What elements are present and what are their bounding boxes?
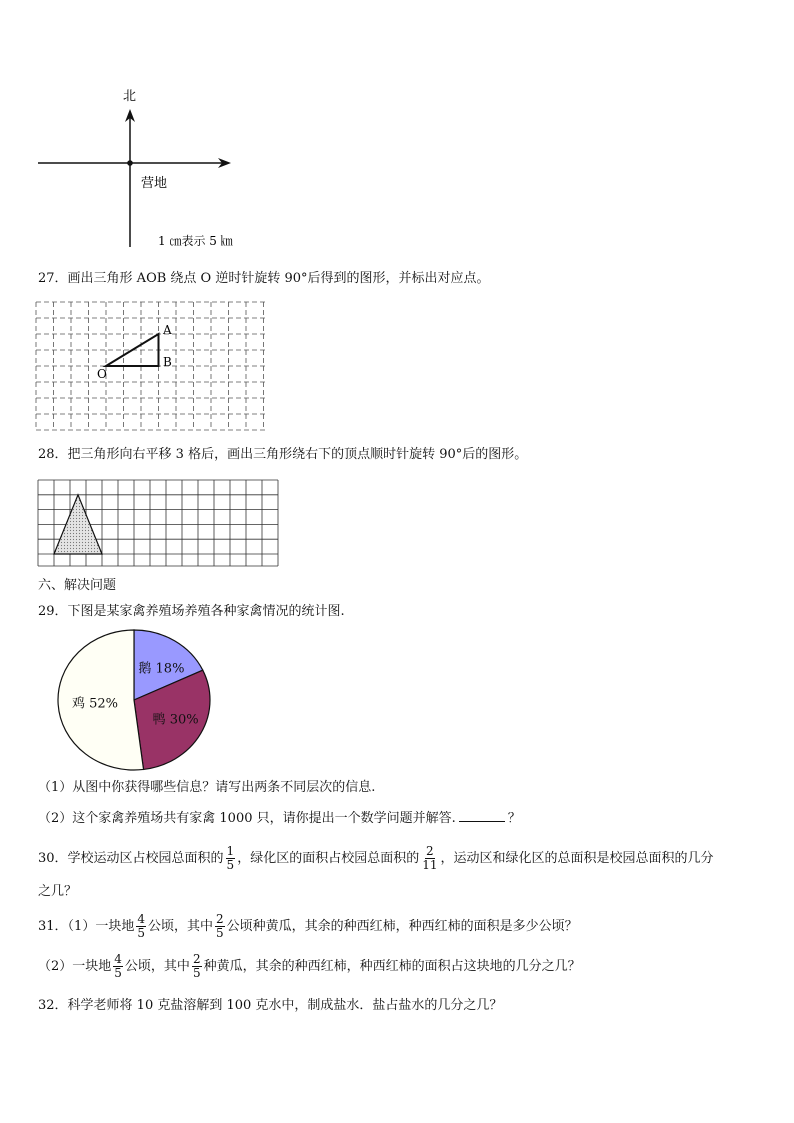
scale-label: 1 ㎝表示 5 ㎞ bbox=[158, 234, 233, 248]
fraction-2-11: $\frac{2}{11}$ bbox=[422, 844, 438, 872]
q30-part3: ，运动区和绿化区的总面积是校园总面积的几分 bbox=[440, 851, 714, 866]
q29-sub1: （1）从图中你获得哪些信息？请写出两条不同层次的信息. bbox=[38, 780, 376, 795]
q31-b2: 公顷，其中 bbox=[124, 959, 190, 974]
fraction-4-5: $\frac{4}{5}$ bbox=[137, 912, 145, 940]
q30-line1 bbox=[38, 844, 714, 874]
pie-chart bbox=[56, 628, 216, 772]
q31-a2: 公顷，其中 bbox=[147, 919, 213, 934]
q28-grid-figure bbox=[36, 478, 280, 568]
fraction-4-5-b: $\frac{4}{5}$ bbox=[114, 952, 122, 980]
q32-text: 32．科学老师将 10 克盐溶解到 100 克水中，制成盐水．盐占盐水的几分之几？ bbox=[38, 998, 503, 1013]
q28-text: 28．把三角形向右平移 3 格后，画出三角形绕右下的顶点顺时针旋转 90°后的图形。 bbox=[38, 447, 528, 462]
q31-part1 bbox=[38, 912, 578, 942]
q30-part2: ，绿化区的面积占校园总面积的 bbox=[237, 851, 420, 866]
q31-b1: （2）一块地 bbox=[38, 959, 112, 974]
fraction-2-5: $\frac{2}{5}$ bbox=[215, 912, 224, 940]
q29-text: 29．下图是某家禽养殖场养殖各种家禽情况的统计图. bbox=[38, 604, 345, 619]
q29-sub2 bbox=[38, 811, 521, 827]
camp-point bbox=[127, 160, 133, 166]
fraction-1-5: $\frac{1}{5}$ bbox=[226, 844, 235, 872]
q31-b3: 种黄瓜，其余的种西红柿，种西红柿的面积占这块地的几分之几？ bbox=[203, 959, 581, 974]
answer-blank bbox=[459, 821, 505, 822]
camp-label: 营地 bbox=[141, 176, 168, 191]
q30-line2: 之几？ bbox=[38, 884, 78, 899]
q27-grid-figure bbox=[34, 300, 270, 432]
q31-part2 bbox=[38, 952, 581, 982]
section-title: 六、解决问题 bbox=[38, 578, 117, 593]
pie-label-3: 鸡 52% bbox=[72, 696, 119, 712]
label-a: A bbox=[163, 323, 172, 337]
pie-label-1: 鹅 18% bbox=[138, 661, 185, 677]
q27-text: 27．画出三角形 AOB 绕点 O 逆时针旋转 90°后得到的图形，并标出对应点。 bbox=[38, 271, 490, 286]
label-b: B bbox=[163, 355, 172, 369]
q29-sub2-text: （2）这个家禽养殖场共有家禽 1000 只，请你提出一个数学问题并解答. bbox=[38, 811, 456, 826]
q29-sub2-end: ？ bbox=[507, 811, 521, 826]
q30-part1: 30．学校运动区占校园总面积的 bbox=[38, 851, 224, 866]
q31-a3: 公顷种黄瓜，其余的种西红柿，种西红柿的面积是多少公顷？ bbox=[226, 919, 578, 934]
q31-a1: 31．（1）一块地 bbox=[38, 919, 135, 934]
pie-label-2: 鸭 30% bbox=[152, 712, 199, 728]
compass-diagram bbox=[30, 85, 270, 255]
north-label: 北 bbox=[123, 89, 137, 104]
fraction-2-5-b: $\frac{2}{5}$ bbox=[192, 952, 201, 980]
label-o: O bbox=[97, 367, 107, 381]
